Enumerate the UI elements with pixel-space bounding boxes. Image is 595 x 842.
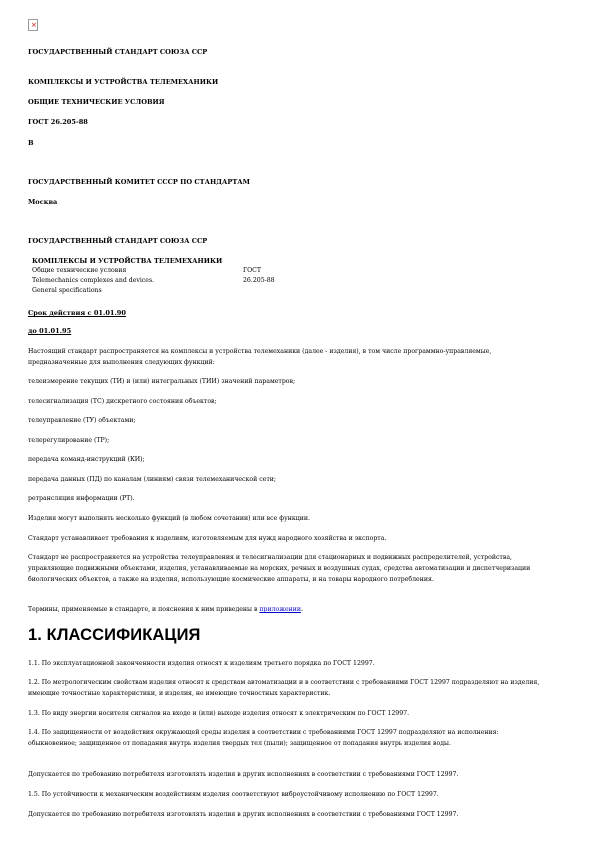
header-line-3: ОБЩИЕ ТЕХНИЧЕСКИЕ УСЛОВИЯ xyxy=(28,98,165,106)
title-table-row-1 xyxy=(32,267,562,275)
clause-1-3: 1.3. По виду энергии носителя сигналов на входе и (или) выходе изделия относят к электрическим по ГОСТ 12997. xyxy=(28,710,410,717)
function-item-tu: телеуправление (ТУ) объектами; xyxy=(28,417,136,424)
terms-end: . xyxy=(301,606,303,613)
clause-1-4: 1.4. По защищенности от воздействия окружающей среды изделия в соответствии с требованиями ГОСТ 12997 подразделяют на исполнения: обыкновенное; защищенное от попадания внутрь изделия твердых тел (пыли); защищенное от попадания внутрь изделия воды. xyxy=(28,729,499,747)
clause-1-1: 1.1. По эксплуатационной законченности изделия относят к изделиям третьего порядка по ГОСТ 12997. xyxy=(28,660,375,667)
function-item-rt: ретрансляция информации (РТ). xyxy=(28,495,135,502)
appendix-link[interactable]: приложении xyxy=(259,606,301,613)
title-table-row-1-right: ГОСТ xyxy=(243,267,262,274)
title-table-row-2 xyxy=(32,277,562,285)
header-line-2: КОМПЛЕКСЫ И УСТРОЙСТВА ТЕЛЕМЕХАНИКИ xyxy=(28,78,219,86)
terms-text: Термины, применяемые в стандарте, и пояснения к ним приведены в xyxy=(28,606,258,613)
function-item-ki: передача команд-инструкций (КИ); xyxy=(28,456,145,463)
function-item-ts: телесигнализация (ТС) дискретного состояния объектов; xyxy=(28,398,217,405)
header-line-1: ГОСУДАРСТВЕННЫЙ СТАНДАРТ СОЮЗА ССР xyxy=(28,48,208,56)
clause-1-5: 1.5. По устойчивости к механическим воздействиям изделия соответствуют виброустойчивому исполнению по ГОСТ 12997. xyxy=(28,791,439,798)
header-line-4: ГОСТ 26.205-88 xyxy=(28,118,88,126)
title-table-heading: КОМПЛЕКСЫ И УСТРОЙСТВА ТЕЛЕМЕХАНИКИ xyxy=(32,257,223,265)
title-table-row-2-right: 26.205-88 xyxy=(243,277,275,284)
paragraph-terms xyxy=(28,606,303,614)
function-item-pd: передача данных (ПД) по каналам (линиям) связи телемеханической сети; xyxy=(28,476,276,483)
clause-1-2: 1.2. По метрологическим свойствам изделия относят к средствам автоматизации и в соответствии с требованиями ГОСТ 12997 подразделяют на изделия, имеющие точностные характеристики, и изделия, не имеющие точностных характеристик. xyxy=(28,679,540,697)
title-table-row-2-left: Telemechanics complexes and devices. xyxy=(32,277,155,284)
header-line-6: ГОСУДАРСТВЕННЫЙ КОМИТЕТ СССР ПО СТАНДАРТАМ xyxy=(28,178,250,186)
header-line-5: В xyxy=(28,139,34,147)
until-date: до 01.01.95 xyxy=(28,327,72,335)
validity-date: Срок действия с 01.01.90 xyxy=(28,309,126,317)
header-line-7: Москва xyxy=(28,198,58,206)
function-item-tr: телерегулирование (ТР); xyxy=(28,437,110,444)
paragraph-functions: Изделия могут выполнять несколько функций (в любом сочетании) или все функции. xyxy=(28,515,310,522)
clause-1-5-note: Допускается по требованию потребителя изготовлять изделия в других исполнениях в соответствии с требованиями ГОСТ 12997. xyxy=(28,811,459,818)
paragraph-scope: Стандарт не распространяется на устройства телеуправления и телесигнализации для стационарных и подвижных распределителей, устройства, управляющие подвижными объектами, изделия, устанавливаемые на морских, речных и воздушных судах, средства автоматизации и диспетчеризации биологических объектов, а также на изделия, использующие космические аппараты, и на товары народного потребления. xyxy=(28,554,531,583)
paragraph-requirements: Стандарт устанавливает требования к изделиям, изготовляемым для нужд народного хозяйства и экспорта. xyxy=(28,535,387,542)
header-line-8: ГОСУДАРСТВЕННЫЙ СТАНДАРТ СОЮЗА ССР xyxy=(28,237,208,245)
function-item-ti: телеизмерение текущих (ТИ) и (или) интегральных (ТИИ) значений параметров; xyxy=(28,378,296,385)
title-table-row-1-left: Общие технические условия xyxy=(32,267,127,274)
title-table-row-3: General specifications xyxy=(32,287,102,294)
clause-1-4-note: Допускается по требованию потребителя изготовлять изделия в других исполнениях в соответствии с требованиями ГОСТ 12997. xyxy=(28,771,459,778)
broken-image-icon: × xyxy=(28,19,38,31)
intro-paragraph: Настоящий стандарт распространяется на комплексы и устройства телемеханики (далее - изделия), в том числе программно-управляемые, предназначенные для выполнения следующих функций: xyxy=(28,348,492,366)
section-1-title: 1. КЛАССИФИКАЦИЯ xyxy=(28,626,201,644)
